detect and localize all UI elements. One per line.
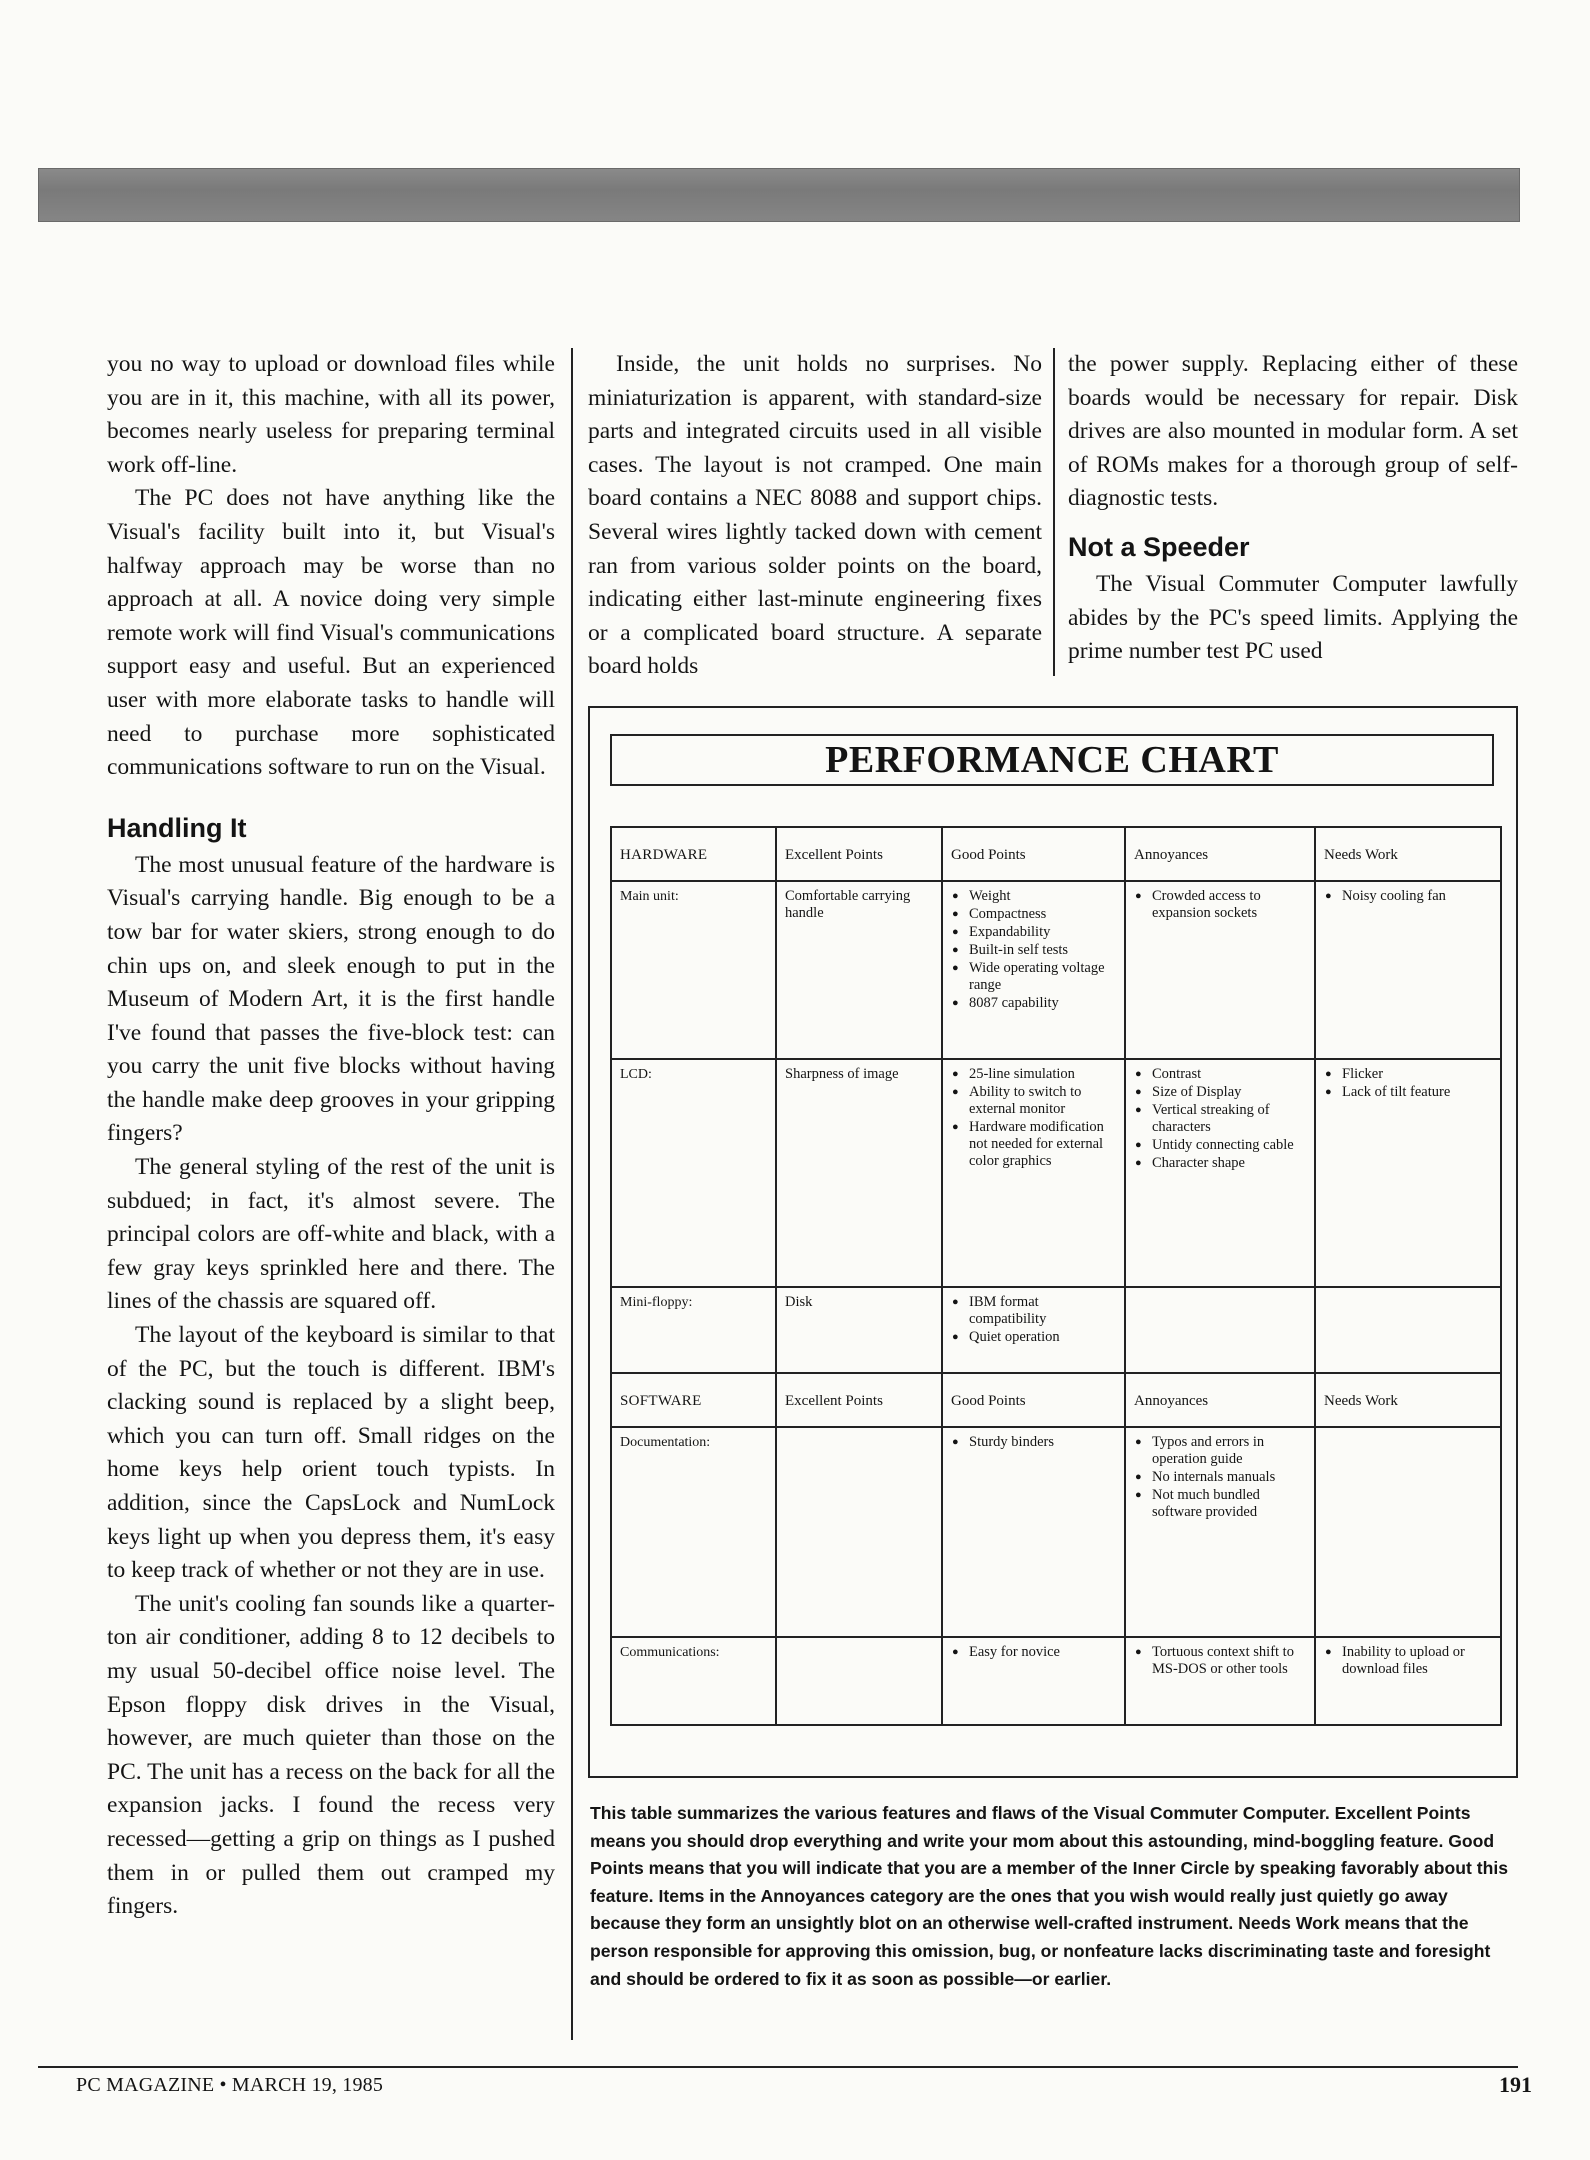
table-cell <box>942 1287 1125 1373</box>
table-cell <box>1125 1059 1315 1287</box>
page-number: 191 <box>1499 2072 1532 2097</box>
list-item: ● Hardware modification not needed for external color graphics <box>951 1119 1118 1170</box>
article-column-3 <box>1068 348 1518 669</box>
list-item: ● Noisy cooling fan <box>1324 888 1494 905</box>
list-item: ● Weight <box>951 888 1118 905</box>
table-cell <box>1125 1287 1315 1373</box>
table-cell: Disk <box>776 1287 942 1373</box>
column-header: Good Points <box>942 1373 1125 1427</box>
column-divider <box>571 348 573 2040</box>
paragraph: The unit's cooling fan sounds like a quarter-ton air conditioner, adding 8 to 12 decibels to my usual 50-decibel office noise level. The Epson floppy disk drives in the Visual, however, are much quieter than those on the PC. The unit has a recess on the back for all the expansion jacks. I found the recess very recessed—getting a grip on things as I pushed them in or pulled them out cramped my fingers. <box>107 1590 555 1920</box>
table-row <box>611 1637 1501 1725</box>
paragraph: you no way to upload or download files while you are in it, this machine, with all its power, becomes nearly useless for preparing terminal work off-line. <box>107 351 555 478</box>
table-cell <box>942 881 1125 1059</box>
row-label: Communications: <box>611 1637 776 1725</box>
list-item: ● 25-line simulation <box>951 1066 1118 1083</box>
section-header: SOFTWARE <box>611 1373 776 1427</box>
table-cell <box>1125 1637 1315 1725</box>
chart-title: PERFORMANCE CHART <box>610 734 1494 786</box>
column-header: Annoyances <box>1125 827 1315 881</box>
list-item: ● Built-in self tests <box>951 942 1118 959</box>
column-header: Needs Work <box>1315 827 1501 881</box>
column-header: Excellent Points <box>776 827 942 881</box>
paragraph: The layout of the keyboard is similar to that of the PC, but the touch is different. IBM's clacking sound is replaced by a slight beep, which you can turn off. Small ridges on the home keys help orient touch typists. In addition, since the CapsLock and NumLock keys light up when you depress them, it's easy to keep track of whether or not they are in use. <box>107 1322 555 1584</box>
list-item: ● Crowded access to expansion sockets <box>1134 888 1308 922</box>
performance-chart <box>588 706 1518 1778</box>
list-item: ● Typos and errors in operation guide <box>1134 1434 1308 1468</box>
column-header: Annoyances <box>1125 1373 1315 1427</box>
list-item: ● Quiet operation <box>951 1329 1118 1346</box>
row-label: Main unit: <box>611 881 776 1059</box>
table-header-row <box>611 1373 1501 1427</box>
table-cell <box>1315 1427 1501 1637</box>
table-cell <box>1125 1427 1315 1637</box>
list-item: ● Ability to switch to external monitor <box>951 1084 1118 1118</box>
table-cell <box>942 1059 1125 1287</box>
article-column-2 <box>588 348 1042 684</box>
row-label: Mini-floppy: <box>611 1287 776 1373</box>
table-row <box>611 1287 1501 1373</box>
list-item: ● Vertical streaking of characters <box>1134 1102 1308 1136</box>
list-item: ● 8087 capability <box>951 995 1118 1012</box>
column-header: Good Points <box>942 827 1125 881</box>
row-label: LCD: <box>611 1059 776 1287</box>
section-header: HARDWARE <box>611 827 776 881</box>
table-cell: Comfortable carrying handle <box>776 881 942 1059</box>
list-item: ● Contrast <box>1134 1066 1308 1083</box>
paragraph: The most unusual feature of the hardware is Visual's carrying handle. Big enough to be a tow bar for water skiers, strong enough to do chin ups on, and sleek enough to put in the Museum of Modern Art, it is the first handle I've found that passes the five-block test: can you carry the unit five blocks without having the handle make deep grooves in your gripping fingers? <box>107 851 555 1147</box>
article-column-1 <box>107 348 555 1924</box>
list-item: ● Expandability <box>951 924 1118 941</box>
chart-caption: This table summarizes the various features and flaws of the Visual Commuter Computer. Excellent Points means you should drop everything and write your mom about this astounding, mind-boggling feature. Good Points means that you will indicate that you are a member of the Inner Circle by speaking favorably about this feature. Items in the Annoyances category are the ones that you wish would really just quietly go away because they form an unsightly blot on an otherwise well-crafted instrument. Needs Work means that the person responsible for approving this omission, bug, or nonfeature lacks discriminating taste and foresight and should be ordered to fix it as soon as possible—or earlier. <box>590 1803 1509 1989</box>
list-item: ● Wide operating voltage range <box>951 960 1118 994</box>
list-item: ● Easy for novice <box>951 1644 1118 1661</box>
paragraph: The Visual Commuter Computer lawfully abides by the PC's speed limits. Applying the prime number test PC used <box>1068 570 1518 665</box>
list-item: ● Inability to upload or download files <box>1324 1644 1494 1678</box>
paragraph: the power supply. Replacing either of these boards would be necessary for repair. Disk drives are also mounted in modular form. A set of ROMs makes for a thorough group of self-diagnostic tests. <box>1068 351 1518 512</box>
row-label: Documentation: <box>611 1427 776 1637</box>
list-item: ● Compactness <box>951 906 1118 923</box>
list-item: ● Flicker <box>1324 1066 1494 1083</box>
table-row <box>611 1059 1501 1287</box>
table-cell: Sharpness of image <box>776 1059 942 1287</box>
table-cell <box>942 1427 1125 1637</box>
paragraph: The general styling of the rest of the unit is subdued; in fact, it's almost severe. The principal colors are off-white and black, with a few gray keys sprinkled here and there. The lines of the chassis are squared off. <box>107 1154 555 1315</box>
list-item: ● Size of Display <box>1134 1084 1308 1101</box>
table-cell <box>1315 881 1501 1059</box>
table-cell <box>1315 1287 1501 1373</box>
column-divider <box>1053 348 1055 676</box>
table-cell <box>1315 1637 1501 1725</box>
table-cell <box>942 1637 1125 1725</box>
paragraph: Inside, the unit holds no surprises. No miniaturization is apparent, with standard-size parts and integrated circuits used in all visible cases. The layout is not cramped. One main board contains a NEC 8088 and support chips. Several wires lightly tacked down with cement ran from various solder points on the board, indicating either last-minute engineering fixes or a complicated board structure. A separate board holds <box>588 351 1042 680</box>
footer-rule <box>38 2066 1518 2068</box>
table-header-row <box>611 827 1501 881</box>
list-item: ● Tortuous context shift to MS-DOS or other tools <box>1134 1644 1308 1678</box>
table-row <box>611 881 1501 1059</box>
section-heading: Not a Speeder <box>1068 531 1250 562</box>
list-item: ● Character shape <box>1134 1155 1308 1172</box>
table-row <box>611 1427 1501 1637</box>
list-item: ● IBM format compatibility <box>951 1294 1118 1328</box>
table-cell <box>776 1427 942 1637</box>
table-cell <box>1315 1059 1501 1287</box>
header-banner <box>38 168 1520 222</box>
footer-magazine-date: PC MAGAZINE • MARCH 19, 1985 <box>76 2074 384 2096</box>
list-item: ● Not much bundled software provided <box>1134 1487 1308 1521</box>
column-header: Excellent Points <box>776 1373 942 1427</box>
section-heading: Handling It <box>107 812 247 843</box>
list-item: ● Lack of tilt feature <box>1324 1084 1494 1101</box>
table-cell <box>1125 881 1315 1059</box>
list-item: ● Sturdy binders <box>951 1434 1118 1451</box>
table-cell <box>776 1637 942 1725</box>
paragraph: The PC does not have anything like the Visual's facility built into it, but Visual's halfway approach may be worse than no approach at all. A novice doing very simple remote work will find Visual's communications support easy and useful. But an experienced user with more elaborate tasks to handle will need to purchase more sophisticated communications software to run on the Visual. <box>107 485 555 781</box>
performance-table <box>610 826 1502 1726</box>
column-header: Needs Work <box>1315 1373 1501 1427</box>
list-item: ● Untidy connecting cable <box>1134 1137 1308 1154</box>
list-item: ● No internals manuals <box>1134 1469 1308 1486</box>
